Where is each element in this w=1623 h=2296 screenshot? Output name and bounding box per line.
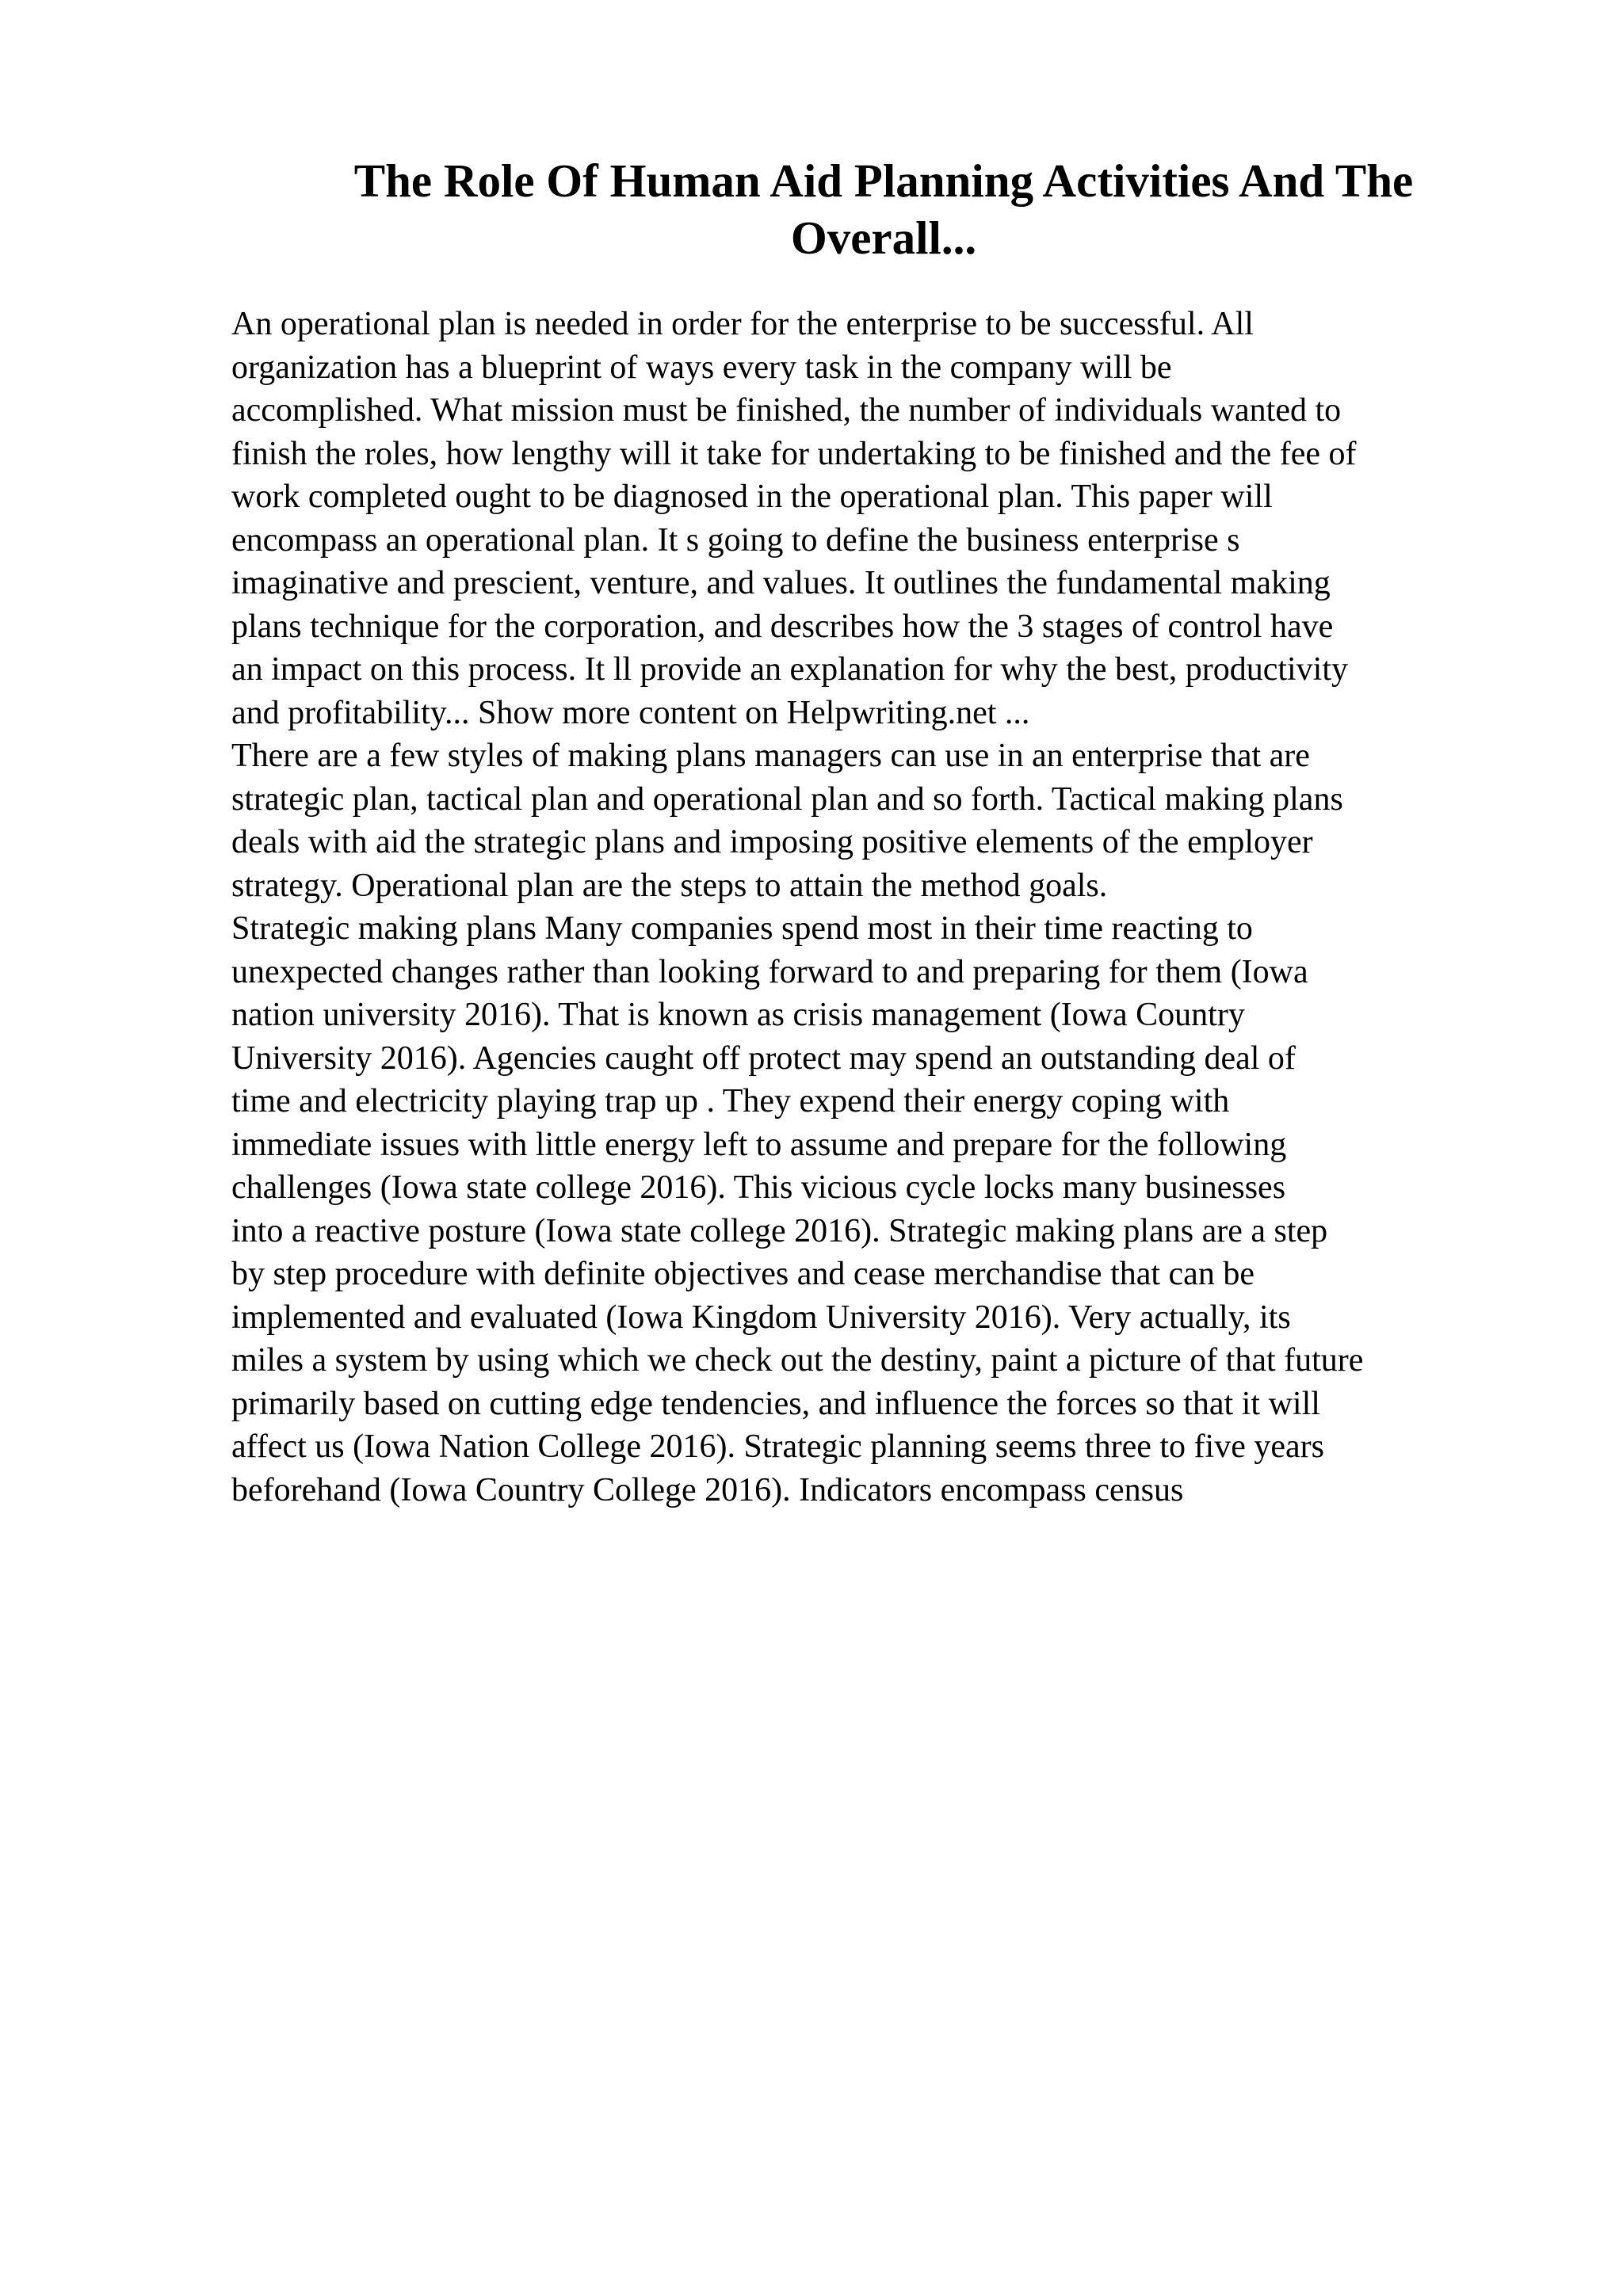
body-paragraph-2: There are a few styles of making plans managers can use in an enterprise that are strategic plan, tactical plan and operational plan and so forth. Tactical making plans deals with aid the strategic plans and imposing positive elements of the employer strategy. Operational plan are the steps to attain the method goals. xyxy=(231,738,1343,904)
body-paragraph-1: An operational plan is needed in order for the enterprise to be successful. All organization has a blueprint of ways every task in the company will be accomplished. What mission must be finished, the number of individuals wanted to finish the roles, how lengthy will it take for undertaking to be finished and the fee of work completed ought to be diagnosed in the operational plan. This paper will encompass an operational plan. It s going to define the business enterprise s imaginative and prescient, venture, and values. It outlines the fundamental making plans technique for the corporation, and describes how the 3 stages of control have an impact on this process. It ll provide an explanation for why the best, productivity and profitability... Show more content on Helpwriting.net ... xyxy=(231,306,1357,731)
document-body xyxy=(231,303,1507,1512)
body-paragraph-3: Strategic making plans Many companies spend most in their time reacting to unexpected changes rather than looking forward to and preparing for them (Iowa nation university 2016). That is known as crisis management (Iowa Country University 2016). Agencies caught off protect may spend an outstanding deal of time and electricity playing trap up . They expend their energy coping with immediate issues with little energy left to assume and prepare for the following challenges (Iowa state college 2016). This vicious cycle locks many businesses into a reactive posture (Iowa state college 2016). Strategic making plans are a step by step procedure with definite objectives and cease merchandise that can be implemented and evaluated (Iowa Kingdom University 2016). Very actually, its miles a system by using which we check out the destiny, paint a picture of that future primarily based on cutting edge tendencies, and influence the forces so that it will affect us (Iowa Nation College 2016). Strategic planning seems three to five years beforehand (Iowa Country College 2016). Indicators encompass census xyxy=(231,910,1364,1508)
document-title: The Role Of Human Aid Planning Activities And The Overall... xyxy=(353,154,1414,264)
